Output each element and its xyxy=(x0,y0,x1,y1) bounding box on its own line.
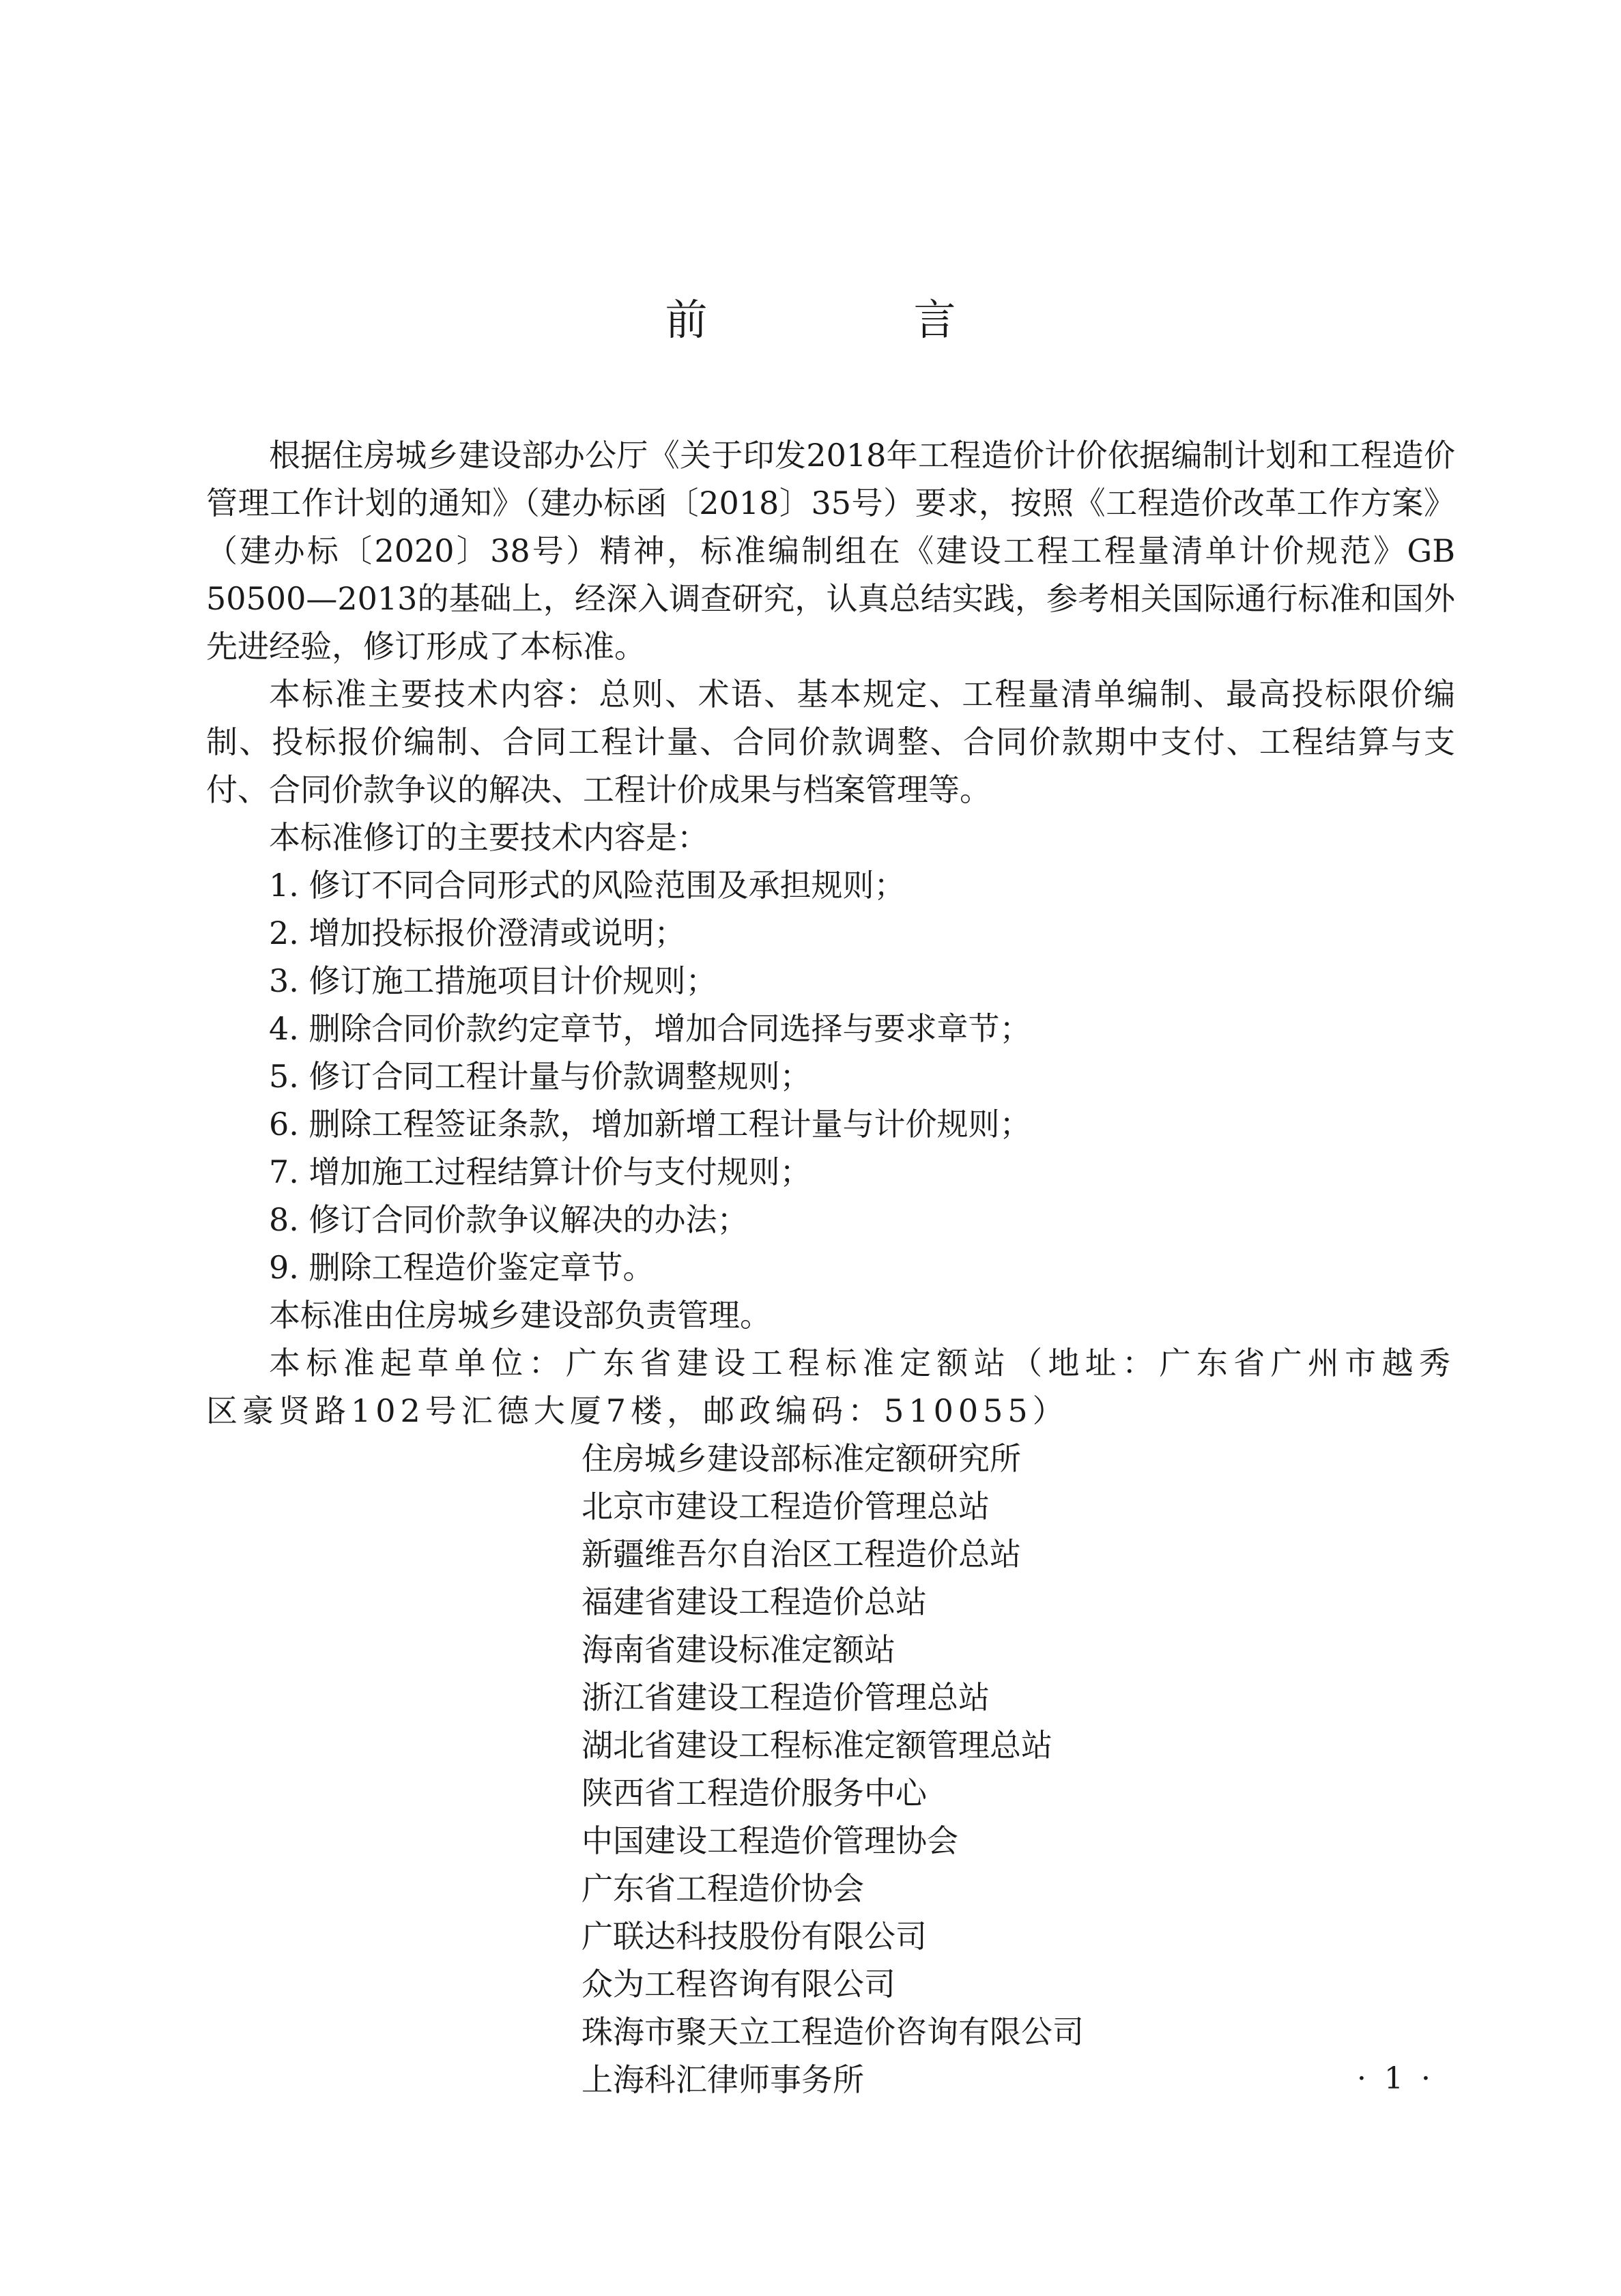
organization-item: 中国建设工程造价管理协会 xyxy=(582,1822,958,1859)
page-number: · 1 · xyxy=(1357,2061,1435,2096)
organization-item: 福建省建设工程造价总站 xyxy=(582,1583,927,1620)
organization-item: 湖北省建设工程标准定额管理总站 xyxy=(582,1727,1052,1764)
revision-item: 7. 增加施工过程结算计价与支付规则； xyxy=(269,1153,812,1190)
organization-item: 海南省建设标准定额站 xyxy=(582,1631,895,1668)
participating-organizations xyxy=(582,1435,1084,2104)
preface-body xyxy=(206,431,1455,1435)
organization-item: 陕西省工程造价服务中心 xyxy=(582,1775,927,1811)
revision-item: 9. 删除工程造价鉴定章节。 xyxy=(269,1249,655,1286)
organization-item: 广东省工程造价协会 xyxy=(582,1870,864,1907)
organization-item: 众为工程咨询有限公司 xyxy=(582,1966,895,2003)
paragraph-revision-intro: 本标准修订的主要技术内容是： xyxy=(269,819,708,856)
paragraph-main-content: 本标准主要技术内容：总则、术语、基本规定、工程量清单编制、最高投标限价编制、投标报价编制、合同工程计量、合同价款调整、合同价款期中支付、工程结算与支付、合同价款争议的解决、工程计价成果与档案管理等。 xyxy=(206,676,1455,808)
paragraph-drafting-unit: 本标准起草单位：广东省建设工程标准定额站（地址：广东省广州市越秀区豪贤路102号汇德大厦7楼，邮政编码：510055） xyxy=(206,1345,1455,1429)
revision-item: 6. 删除工程签证条款，增加新增工程计量与计价规则； xyxy=(269,1106,1031,1143)
organization-item: 珠海市聚天立工程造价咨询有限公司 xyxy=(582,2013,1084,2050)
revision-item: 8. 修订合同价款争议解决的办法； xyxy=(269,1201,749,1238)
revision-item: 1. 修订不同合同形式的风险范围及承担规则； xyxy=(269,867,906,904)
organization-item: 广联达科技股份有限公司 xyxy=(582,1918,927,1955)
revision-item: 5. 修订合同工程计量与价款调整规则； xyxy=(269,1058,812,1095)
paragraph-basis: 根据住房城乡建设部办公厅《关于印发2018年工程造价计价依据编制计划和工程造价管理工作计划的通知》（建办标函〔2018〕35号）要求，按照《工程造价改革工作方案》（建办标〔2020〕38号）精神，标准编制组在《建设工程工程量清单计价规范》GB 50500—2013的基础上，经深入调查研究，认真总结实践，参考相关国际通行标准和国外先进经验，修订形成了本标准。 xyxy=(206,437,1455,665)
organization-item: 浙江省建设工程造价管理总站 xyxy=(582,1679,990,1716)
organization-item: 上海科汇律师事务所 xyxy=(582,2061,864,2098)
organization-item: 住房城乡建设部标准定额研究所 xyxy=(582,1440,1021,1477)
revision-item: 4. 删除合同价款约定章节，增加合同选择与要求章节； xyxy=(269,1010,1031,1047)
page-title: 前 言 xyxy=(665,295,1038,345)
revision-item: 2. 增加投标报价澄清或说明； xyxy=(269,915,686,951)
organization-item: 北京市建设工程造价管理总站 xyxy=(582,1488,990,1525)
organization-item: 新疆维吾尔自治区工程造价总站 xyxy=(582,1536,1021,1573)
revision-item: 3. 修订施工措施项目计价规则； xyxy=(269,962,717,999)
paragraph-management: 本标准由住房城乡建设部负责管理。 xyxy=(269,1297,771,1334)
